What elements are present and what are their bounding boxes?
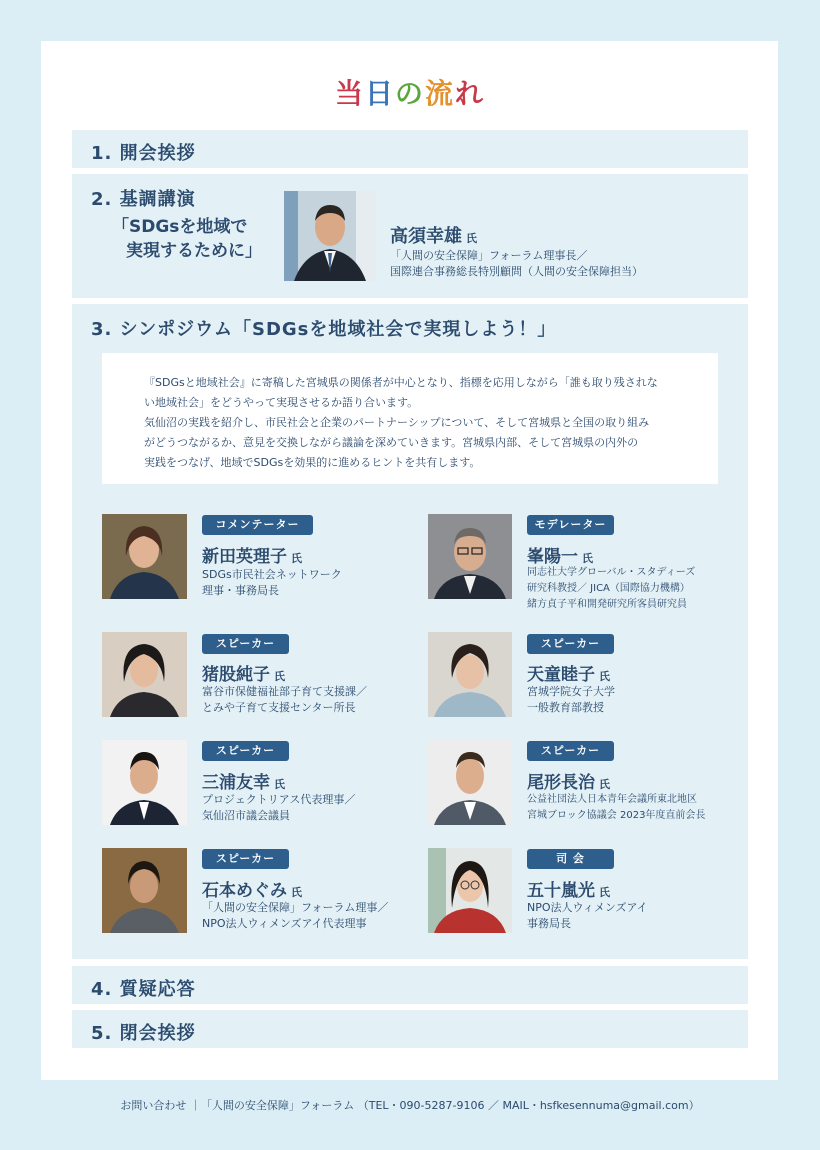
panelist-photo [102, 740, 187, 825]
panelist-role [202, 684, 367, 716]
title-char: 当 [334, 77, 365, 110]
panelist-photo [428, 632, 512, 717]
speaker-name: 石本めぐみ [202, 881, 287, 901]
title-char: 流 [425, 77, 456, 110]
panelist-photo [102, 848, 187, 933]
speaker-name: 新田英理子 [202, 547, 287, 567]
speaker-name: 天童睦子 [527, 665, 595, 685]
role-line: とみや子育て支援センター所長 [202, 701, 356, 714]
panelist-role [527, 684, 615, 716]
panelist-photo [102, 514, 187, 599]
agenda-item-label: 1. 開会挨拶 [91, 143, 196, 164]
panelist-name [527, 768, 610, 793]
title-char: の [394, 77, 425, 110]
keynote-subtitle-line: 「SDGsを地域で [112, 217, 248, 237]
panelist-role [202, 567, 342, 599]
panelist-name [202, 876, 302, 901]
speaker-name: 峯陽一 [527, 547, 578, 567]
portrait-image [102, 632, 187, 717]
symposium-description [144, 373, 694, 473]
panelist-name [527, 542, 593, 567]
role-line: 同志社大学グローバル・スタディーズ [527, 567, 696, 578]
panelist-role [202, 792, 355, 824]
role-line: 研究科教授／ JICA（国際協力機構） [527, 583, 690, 594]
role-line: プロジェクトリアス代表理事／ [202, 793, 356, 806]
portrait-image [428, 632, 512, 717]
honorific: 氏 [599, 778, 610, 791]
agenda-item-label: 2. 基調講演 [91, 189, 196, 210]
description-line: 気仙沼の実践を紹介し、市民社会と企業のパートナーシップについて、そして宮城県と全国の取り組み [144, 416, 650, 429]
keynote-speaker-photo [284, 191, 376, 281]
role-line: 宮城学院女子大学 [527, 685, 615, 698]
role-line: NPO法人ウィメンズアイ代表理事 [202, 917, 367, 930]
description-line: 実践をつなげ、地域でSDGsを効果的に進めるヒントを共有します。 [144, 456, 481, 469]
role-badge: スピーカー [527, 741, 614, 761]
honorific: 氏 [291, 886, 302, 899]
symposium-description-box [102, 353, 718, 484]
portrait-image [102, 740, 187, 825]
role-badge: コメンテーター [202, 515, 313, 535]
panelist-photo [102, 632, 187, 717]
role-line: 公益社団法人日本青年会議所東北地区 [527, 794, 697, 805]
panelist-role [527, 900, 648, 932]
panelist-role [527, 565, 695, 613]
portrait-image [102, 848, 187, 933]
portrait-image [102, 514, 187, 599]
description-line: がどうつながるか、意見を交換しながら議論を深めていきます。宮城県内部、そして宮城県の内外の [144, 436, 639, 449]
role-line: 宮城ブロック協議会 2023年度直前会長 [527, 810, 706, 821]
keynote-speaker-role [390, 248, 643, 280]
speaker-name: 三浦友幸 [202, 773, 270, 793]
honorific: 氏 [582, 552, 593, 565]
panelist-role [202, 900, 388, 932]
role-line: 理事・事務局長 [202, 584, 279, 597]
agenda-item-keynote [72, 174, 748, 298]
honorific: 氏 [466, 232, 477, 245]
role-badge: モデレーター [527, 515, 614, 535]
agenda-item-label: 4. 質疑応答 [91, 979, 196, 1000]
title-char: 日 [364, 77, 395, 110]
role-line: 「人間の安全保障」フォーラム理事長／ [390, 249, 588, 262]
portrait-image [428, 514, 512, 599]
agenda-item-closing [72, 1010, 748, 1048]
role-line: 富谷市保健福祉部子育て支援課／ [202, 685, 367, 698]
portrait-image [428, 740, 512, 825]
role-badge: スピーカー [202, 634, 289, 654]
role-badge: スピーカー [527, 634, 614, 654]
page-title [0, 72, 820, 112]
panelist-name [202, 660, 285, 685]
contact-footer: お問い合わせ ｜「人間の安全保障」フォーラム （TEL・090-5287-9106 ／ MAIL・hsfkesennuma@gmail.com） [120, 1099, 700, 1112]
role-badge: スピーカー [202, 741, 289, 761]
speaker-name: 猪股純子 [202, 665, 270, 685]
role-line: 国際連合事務総長特別顧問（人間の安全保障担当） [390, 265, 643, 278]
panelist-name [527, 660, 610, 685]
description-line: 『SDGsと地域社会』に寄稿した宮城県の関係者が中心となり、指標を応用しながら「誰も取り残されな [144, 376, 658, 389]
portrait-image [428, 848, 512, 933]
role-line: NPO法人ウィメンズアイ [527, 901, 648, 914]
agenda-item-label: 5. 閉会挨拶 [91, 1023, 196, 1044]
agenda-item-opening [72, 130, 748, 168]
panelist-name [202, 542, 302, 567]
portrait-image [284, 191, 376, 281]
speaker-name: 高須幸雄 [390, 226, 462, 247]
honorific: 氏 [599, 886, 610, 899]
keynote-subtitle-line: 実現するために」 [126, 241, 262, 261]
panelist-name [202, 768, 285, 793]
honorific: 氏 [291, 552, 302, 565]
keynote-speaker-name [390, 222, 477, 248]
panelist-role [527, 792, 705, 824]
panelist-photo [428, 848, 512, 933]
agenda-item-qa [72, 966, 748, 1004]
description-line: い地域社会」をどうやって実現させるか語り合います。 [144, 396, 419, 409]
role-badge: 司 会 [527, 849, 614, 869]
honorific: 氏 [274, 670, 285, 683]
role-line: 一般教育部教授 [527, 701, 604, 714]
panelist-photo [428, 514, 512, 599]
role-line: SDGs市民社会ネットワーク [202, 568, 342, 581]
panelist-photo [428, 740, 512, 825]
panelist-name [527, 876, 610, 901]
title-char: れ [455, 77, 486, 110]
honorific: 氏 [599, 670, 610, 683]
role-line: 気仙沼市議会議員 [202, 809, 290, 822]
keynote-subtitle [112, 215, 262, 263]
agenda-item-label: 3. シンポジウム「SDGsを地域社会で実現しよう！」 [91, 319, 557, 340]
role-badge: スピーカー [202, 849, 289, 869]
honorific: 氏 [274, 778, 285, 791]
role-line: 事務局長 [527, 917, 571, 930]
speaker-name: 五十嵐光 [527, 881, 595, 901]
role-line: 緒方貞子平和開発研究所客員研究員 [527, 599, 687, 610]
speaker-name: 尾形長治 [527, 773, 595, 793]
role-line: 「人間の安全保障」フォーラム理事／ [202, 901, 389, 914]
